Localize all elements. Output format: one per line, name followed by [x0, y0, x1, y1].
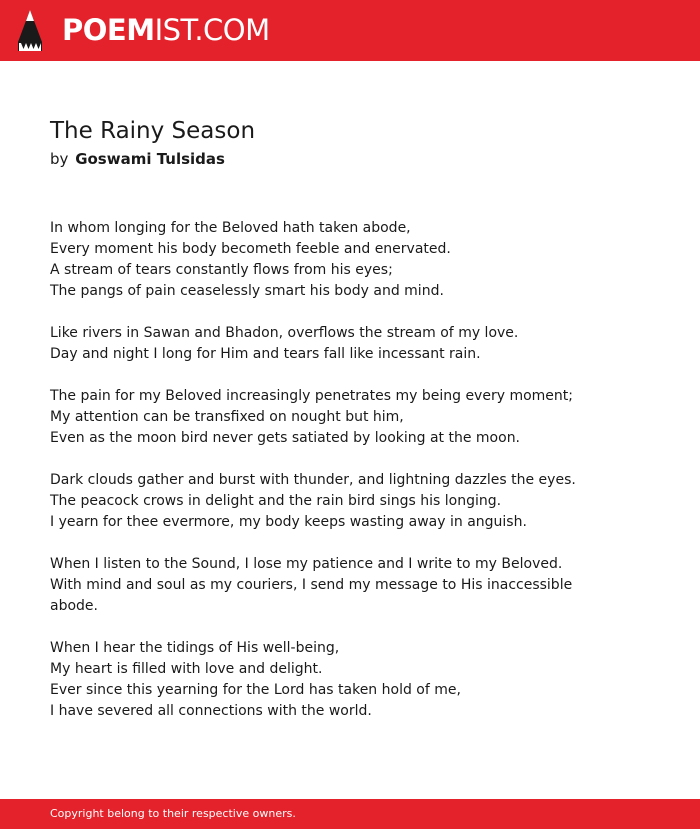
stanza [50, 470, 670, 533]
author-name: Goswami Tulsidas [75, 150, 225, 168]
poem-line: A stream of tears constantly flows from his eyes; [50, 262, 393, 278]
site-logo[interactable] [62, 12, 270, 48]
copyright-text: Copyright belong to their respective owners. [50, 807, 296, 820]
poem-line: Ever since this yearning for the Lord has taken hold of me, [50, 682, 461, 698]
poem-line: My heart is filled with love and delight. [50, 661, 323, 677]
logo-text-bold: POEM [62, 13, 155, 47]
by-label: by [50, 150, 69, 168]
poem-line: Day and night I long for Him and tears fall like incessant rain. [50, 346, 481, 362]
byline [50, 149, 225, 169]
site-footer [0, 799, 700, 829]
logo-text-light: IST.COM [154, 13, 270, 47]
poem-line: In whom longing for the Beloved hath taken abode, [50, 220, 411, 236]
poem-line: Every moment his body becometh feeble and enervated. [50, 241, 451, 257]
poem-line: The pangs of pain ceaselessly smart his body and mind. [50, 283, 444, 299]
poem-line: When I hear the tidings of His well-being, [50, 640, 340, 656]
stanza [50, 218, 670, 302]
poem-line: Dark clouds gather and burst with thunder, and lightning dazzles the eyes. [50, 472, 576, 488]
stanza [50, 554, 670, 617]
stanza [50, 323, 670, 365]
poem-line: Like rivers in Sawan and Bhadon, overflows the stream of my love. [50, 325, 519, 341]
poem-line: The peacock crows in delight and the rain bird sings his longing. [50, 493, 502, 509]
site-header [0, 0, 700, 61]
poem-title: The Rainy Season [50, 118, 256, 144]
poem-line: I have severed all connections with the world. [50, 703, 372, 719]
poem-line: Even as the moon bird never gets satiated by looking at the moon. [50, 430, 521, 446]
poem-line: With mind and soul as my couriers, I send my message to His inaccessible [50, 577, 573, 593]
stanza [50, 638, 670, 722]
stanza [50, 386, 670, 449]
poem-line: My attention can be transfixed on nought but him, [50, 409, 404, 425]
poem-line: When I listen to the Sound, I lose my patience and I write to my Beloved. [50, 556, 563, 572]
poem-line: abode. [50, 598, 98, 614]
pencil-logo-icon [18, 10, 42, 51]
poem-line: The pain for my Beloved increasingly penetrates my being every moment; [50, 388, 573, 404]
poem-line: I yearn for thee evermore, my body keeps wasting away in anguish. [50, 514, 527, 530]
poem-body [50, 218, 670, 743]
